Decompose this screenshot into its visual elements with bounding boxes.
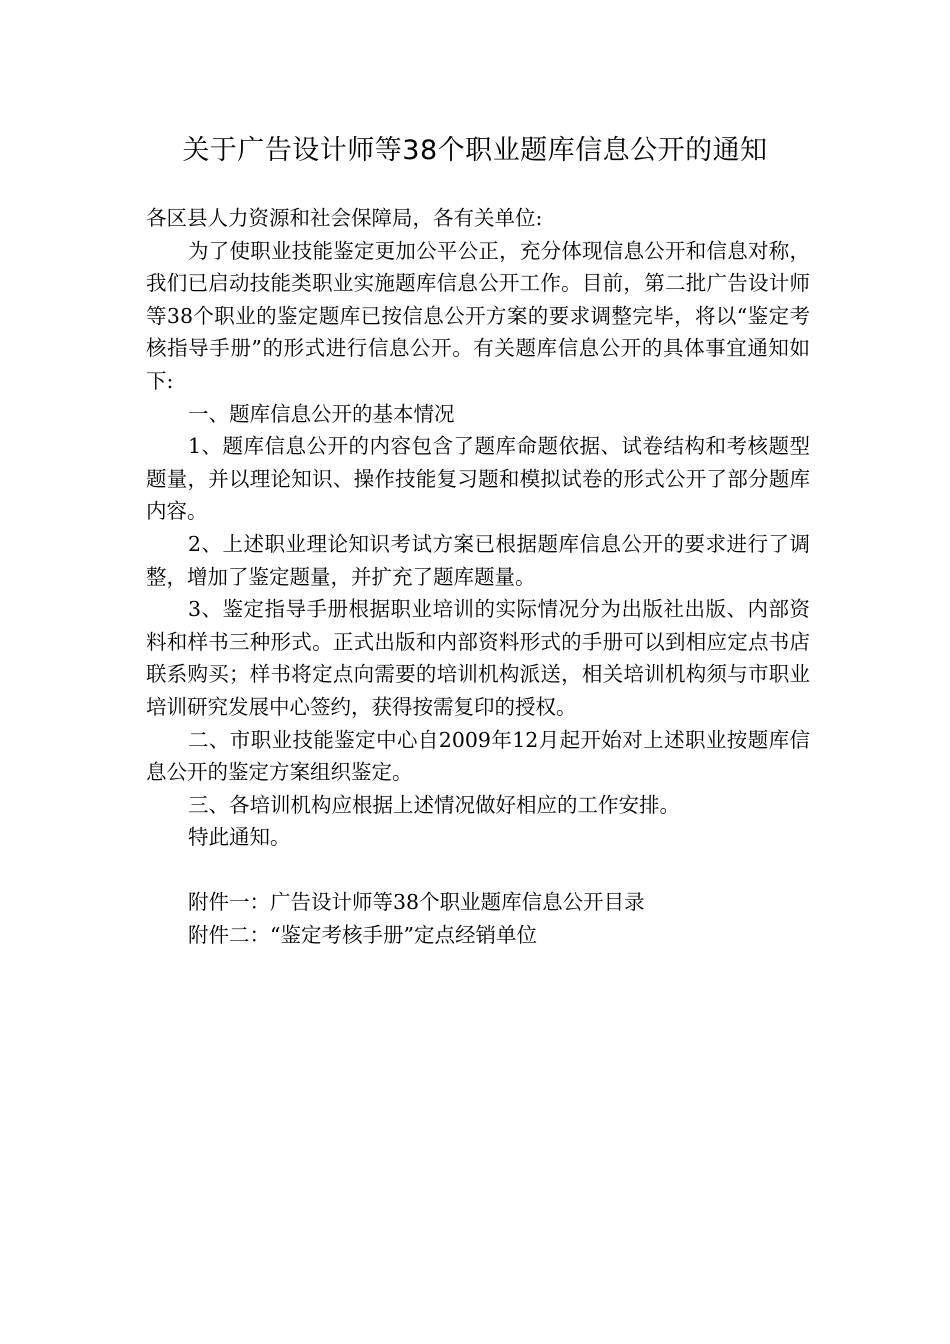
section-heading-2: 二、市职业技能鉴定中心自2009年12月起开始对上述职业按题库信息公开的鉴定方案组织鉴定。: [146, 727, 810, 785]
section-heading-3: 三、各培训机构应根据上述情况做好相应的工作安排。: [188, 792, 680, 817]
paragraph-item-2: 2、上述职业理论知识考试方案已根据题库信息公开的要求进行了调整，增加了鉴定题量，并扩充了题库题量。: [146, 531, 810, 589]
document-title: 关于广告设计师等38个职业题库信息公开的通知: [182, 135, 768, 166]
document-body: [146, 202, 810, 952]
paragraph-intro: 为了使职业技能鉴定更加公平公正，充分体现信息公开和信息对称，我们已启动技能类职业实施题库信息公开工作。目前，第二批广告设计师等38个职业的鉴定题库已按信息公开方案的要求调整完毕，将以“鉴定考核指导手册”的形式进行信息公开。有关题库信息公开的具体事宜通知如下:: [146, 238, 810, 393]
blank-line: [146, 854, 810, 887]
attachment-1: 附件一：广告设计师等38个职业题库信息公开目录: [188, 890, 645, 915]
salutation: 各区县人力资源和社会保障局，各有关单位:: [146, 206, 543, 230]
attachment-2: 附件二：“鉴定考核手册”定点经销单位: [188, 923, 537, 948]
section-heading-1: 一、题库信息公开的基本情况: [188, 401, 455, 426]
closing-statement: 特此通知。: [188, 825, 291, 850]
paragraph-item-1: 1、题库信息公开的内容包含了题库命题依据、试卷结构和考核题型题量，并以理论知识、操作技能复习题和模拟试卷的形式公开了部分题库内容。: [146, 434, 810, 524]
paragraph-item-3: 3、鉴定指导手册根据职业培训的实际情况分为出版社出版、内部资料和样书三种形式。正式出版和内部资料形式的手册可以到相应定点书店联系购买；样书将定点向需要的培训机构派送，相关培训机构须与市职业培训研究发展中心签约，获得按需复印的授权。: [146, 597, 810, 719]
